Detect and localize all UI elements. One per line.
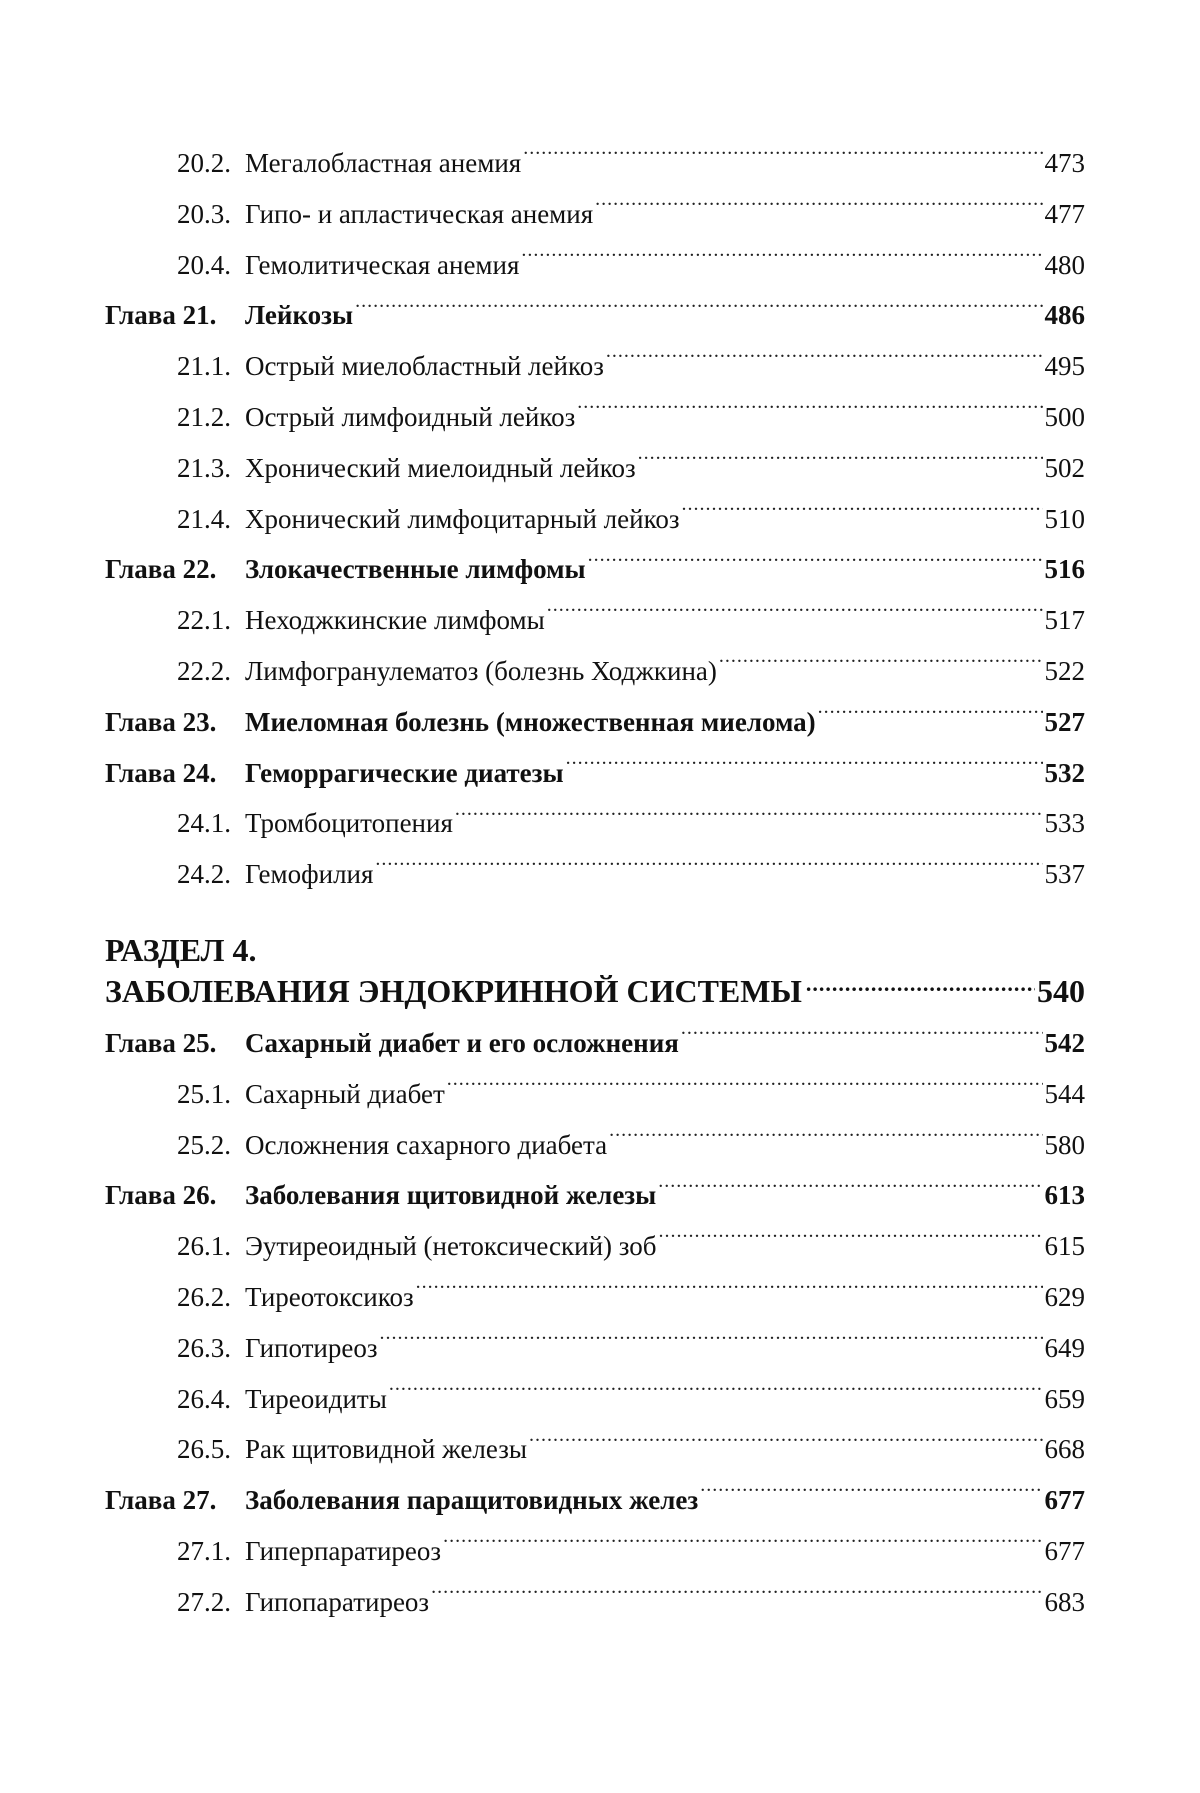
entry-title: Тромбоцитопения [245,808,453,839]
dot-leader [719,653,1043,680]
entry-page-number: 516 [1044,554,1085,585]
entry-number: Глава 24. [105,757,217,788]
dot-leader [682,501,1043,528]
entry-number: 26.3. [177,1332,231,1363]
dot-leader [431,1584,1042,1611]
entry-title: Осложнения сахарного диабета [245,1129,608,1160]
toc-chapter-entry[interactable] [105,748,1085,799]
dot-leader [355,297,1042,324]
entry-title: Миеломная болезнь (множественная миелома) [245,706,816,737]
section-title-row[interactable] [105,970,1085,1012]
entry-number: 26.5. [177,1434,231,1465]
entry-title: Сахарный диабет [245,1078,445,1109]
toc-subsection-entry[interactable] [105,1272,1085,1323]
entry-page-number: 613 [1044,1180,1085,1211]
toc-subsection-entry[interactable] [105,341,1085,392]
toc-chapter-entry[interactable] [105,1170,1085,1221]
toc-subsection-entry[interactable] [105,798,1085,849]
entry-page-number: 580 [1044,1129,1085,1160]
entry-number: 27.2. [177,1586,231,1617]
entry-number: Глава 23. [105,706,217,737]
entry-number: Глава 22. [105,554,217,585]
dot-leader [806,970,1035,1002]
entry-title: Острый лимфоидный лейкоз [245,401,576,432]
toc-chapter-entry[interactable] [105,697,1085,748]
entry-number: 21.4. [177,503,231,534]
entry-title: Острый миелобластный лейкоз [245,351,604,382]
toc-subsection-entry[interactable] [105,494,1085,545]
entry-title: Гемофилия [245,859,374,890]
entry-page-number: 532 [1044,757,1085,788]
entry-number: 26.1. [177,1231,231,1262]
entry-number: 22.2. [177,655,231,686]
entry-title: Сахарный диабет и его осложнения [245,1028,679,1058]
entry-number: 27.1. [177,1535,231,1566]
dot-leader [455,805,1043,832]
entry-number: 20.3. [177,198,231,229]
dot-leader [681,1025,1043,1052]
entry-page-number: 480 [1044,249,1085,280]
dot-leader [521,247,1042,274]
dot-leader [389,1381,1043,1408]
entry-title: Гипо- и апластическая анемия [245,198,594,229]
entry-page-number: 477 [1044,198,1085,229]
toc-subsection-entry[interactable] [105,1221,1085,1272]
toc-subsection-entry[interactable] [105,240,1085,291]
entry-page-number: 510 [1044,503,1085,534]
toc-chapter-entry[interactable] [105,1475,1085,1526]
dot-leader [659,1228,1043,1255]
dot-leader [529,1431,1042,1458]
entry-page-number: 517 [1044,605,1085,636]
entry-page-number: 522 [1044,655,1085,686]
dot-leader [609,1127,1042,1154]
entry-page-number: 473 [1044,148,1085,178]
entry-number: 26.2. [177,1281,231,1312]
dot-leader [588,551,1043,578]
toc-subsection-entry[interactable] [105,392,1085,443]
toc-chapter-entry[interactable] [105,290,1085,341]
dot-leader [380,1330,1043,1357]
toc-subsection-entry[interactable] [105,1577,1085,1628]
entry-title: Гиперпаратиреоз [245,1535,442,1566]
entry-number: 25.1. [177,1078,231,1109]
entry-page-number: 677 [1044,1535,1085,1566]
entry-page-number: 542 [1044,1028,1085,1058]
entry-number: 21.2. [177,401,231,432]
dot-leader [638,450,1043,477]
section-page-number: 540 [1037,973,1085,1009]
dot-leader [375,856,1042,883]
entry-page-number: 533 [1044,808,1085,839]
entry-title: Рак щитовидной железы [245,1434,528,1465]
entry-page-number: 527 [1044,706,1085,737]
toc-subsection-entry[interactable] [105,138,1085,189]
toc-subsection-entry[interactable] [105,1526,1085,1577]
toc-subsection-entry[interactable] [105,1069,1085,1120]
entry-number: Глава 25. [105,1028,217,1058]
dot-leader [595,196,1042,223]
entry-title: Эутиреоидный (нетоксический) зоб [245,1231,657,1262]
toc-subsection-entry[interactable] [105,849,1085,900]
entry-title: Неходжкинские лимфомы [245,605,545,636]
entry-page-number: 677 [1044,1485,1085,1516]
entry-page-number: 668 [1044,1434,1085,1465]
toc-block-hematology [105,138,1085,900]
toc-chapter-entry[interactable] [105,544,1085,595]
toc-subsection-entry[interactable] [105,646,1085,697]
dot-leader [547,602,1043,629]
entry-page-number: 629 [1044,1281,1085,1312]
dot-leader [523,145,1042,172]
dot-leader [818,704,1043,731]
entry-number: 25.2. [177,1129,231,1160]
toc-chapter-entry[interactable] [105,1018,1085,1069]
entry-title: Лимфогранулематоз (болезнь Ходжкина) [245,655,717,686]
entry-page-number: 537 [1044,859,1085,890]
entry-number: 24.2. [177,859,231,890]
entry-number: Глава 26. [105,1180,217,1211]
toc-subsection-entry[interactable] [105,1323,1085,1374]
section-heading [105,930,1085,1012]
dot-leader [700,1482,1042,1509]
entry-page-number: 486 [1044,300,1085,331]
entry-page-number: 659 [1044,1383,1085,1414]
entry-page-number: 649 [1044,1332,1085,1363]
entry-page-number: 495 [1044,351,1085,382]
entry-number: 21.1. [177,351,231,382]
toc-subsection-entry[interactable] [105,595,1085,646]
toc-subsection-entry[interactable] [105,1120,1085,1171]
dot-leader [577,399,1042,426]
entry-number: 20.2. [177,148,231,178]
section-title: ЗАБОЛЕВАНИЯ ЭНДОКРИННОЙ СИСТЕМЫ [105,973,802,1009]
entry-number: 21.3. [177,452,231,483]
entry-title: Лейкозы [245,300,354,331]
toc-subsection-entry[interactable] [105,189,1085,240]
dot-leader [443,1533,1042,1560]
entry-page-number: 502 [1044,452,1085,483]
section-label: РАЗДЕЛ 4. [105,932,257,968]
entry-number: 24.1. [177,808,231,839]
dot-leader [606,348,1043,375]
toc-subsection-entry[interactable] [105,1374,1085,1425]
entry-number: 20.4. [177,249,231,280]
dot-leader [566,755,1043,782]
entry-number: 22.1. [177,605,231,636]
entry-title: Злокачественные лимфомы [245,554,586,585]
entry-title: Гипопаратиреоз [245,1586,430,1617]
entry-title: Гемолитическая анемия [245,249,520,280]
entry-title: Хронический миелоидный лейкоз [245,452,636,483]
toc-block-endocrine [105,1018,1085,1628]
entry-page-number: 615 [1044,1231,1085,1262]
entry-title: Заболевания щитовидной железы [245,1180,657,1211]
entry-title: Гипотиреоз [245,1332,378,1363]
entry-title: Мегалобластная анемия [245,148,522,178]
toc-subsection-entry[interactable] [105,443,1085,494]
entry-page-number: 683 [1044,1586,1085,1617]
dot-leader [416,1279,1043,1306]
entry-title: Тиреотоксикоз [245,1281,414,1312]
entry-page-number: 544 [1044,1078,1085,1109]
entry-title: Заболевания паращитовидных желез [245,1485,699,1516]
entry-number: Глава 27. [105,1485,217,1516]
entry-page-number: 500 [1044,401,1085,432]
entry-number: 26.4. [177,1383,231,1414]
entry-number: Глава 21. [105,300,217,331]
dot-leader [658,1177,1042,1204]
toc-subsection-entry[interactable] [105,1424,1085,1475]
entry-title: Хронический лимфоцитарный лейкоз [245,503,680,534]
entry-title: Тиреоидиты [245,1383,387,1414]
dot-leader [447,1076,1043,1103]
entry-title: Геморрагические диатезы [245,757,564,788]
